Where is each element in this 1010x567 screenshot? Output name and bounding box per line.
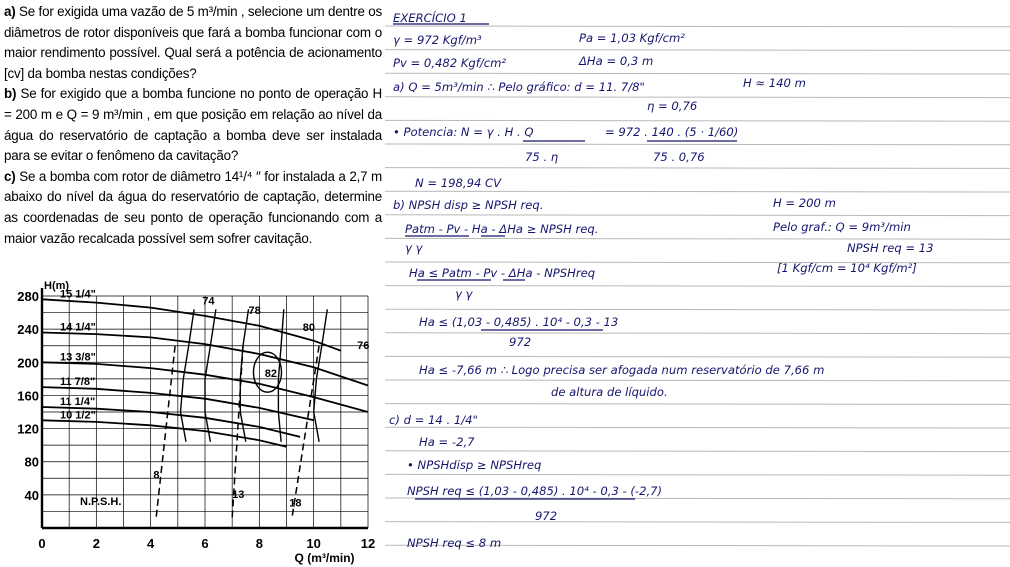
gamma-value: γ = 972 Kgf/m³ [393, 33, 482, 47]
ha-result-continued: de altura de líquido. [551, 385, 668, 399]
y-tick-label: 40 [24, 487, 39, 503]
power-result: N = 198,94 CV [415, 176, 502, 190]
ruled-line [385, 286, 1010, 287]
y-tick-label: 200 [17, 355, 39, 371]
x-tick-label: 4 [147, 536, 155, 551]
ruled-line [385, 50, 1010, 51]
ruled-line [385, 73, 1010, 74]
pa-value: Pa = 1,03 Kgf/cm² [579, 31, 685, 45]
question-c: c) Se a bomba com rotor de diâmetro 14¹/⁴ ″ for instalada a 2,7 m abaixo do nível da água do reservatório de captação, determine as coordenadas de seu ponto de operação funcionando com a maior vazão recalcada possível sem sofrer cavitação. [4, 168, 382, 246]
dha-value: ΔHa = 0,3 m [579, 54, 654, 68]
part-c-divisor: 972 [535, 509, 558, 523]
x-tick-label: 2 [92, 536, 100, 551]
ruled-line [385, 191, 1010, 192]
exercise-title: EXERCÍCIO 1 [393, 11, 467, 25]
chart-labels [17, 280, 375, 565]
part-b-graph: Pelo graf.: Q = 9m³/min [773, 220, 911, 234]
x-tick-label: 8 [255, 536, 263, 551]
npsh-value-label: 18 [289, 497, 302, 510]
efficiency-label: 74 [202, 295, 215, 308]
npsh-inequality: Patm - Pv - Ha - ΔHa ≥ NPSH req. [405, 222, 599, 236]
question-b: b) Se for exigido que a bomba funcione no ponto de operação H = 200 m e Q = 9 m³/min , em que posição em relação ao nível da água do reservatório de captação a bomba deve ser instalada para se evitar o fenômeno da cavitação? [4, 86, 382, 164]
question-a: a) Se for exigida uma vazão de 5 m³/min , selecione um dentre os diâmetros de rotor disponíveis que fará a bomba funcionar com o maior rendimento possível. Qual será a potência de acionamento [cv] da bomba nestas condições? [4, 4, 382, 81]
x-tick-label: 6 [201, 536, 209, 551]
ha-substitution: Ha ≤ (1,03 - 0,485) . 10⁴ - 0,3 - 13 [419, 315, 619, 329]
y-tick-label: 240 [17, 322, 39, 338]
y-tick-label: 120 [17, 421, 39, 437]
ruled-line [385, 427, 1010, 428]
part-a-eta: η = 0,76 [647, 99, 698, 113]
pv-value: Pv = 0,482 Kgf/cm² [393, 56, 507, 70]
solution-sheet [385, 0, 1010, 567]
y-axis-label: H(m) [44, 280, 70, 292]
series-label: 10 1/2" [60, 409, 96, 422]
part-c-diameter: c) d = 14 . 1/4" [389, 413, 478, 427]
npsh-curve [292, 346, 319, 518]
ruled-line [385, 238, 1010, 239]
power-formula: • Potencia: N = γ . H . Q [393, 125, 534, 139]
ruled-line [385, 168, 1010, 169]
x-tick-label: 12 [360, 536, 376, 551]
ruled-line [385, 144, 1010, 145]
ha-divisor: 972 [509, 335, 532, 349]
series-label: 14 1/4" [60, 321, 96, 334]
series-label: 15 1/4" [60, 288, 96, 301]
question-text [4, 2, 382, 249]
ruled-line [385, 474, 1010, 475]
npsh-value-label: 13 [232, 489, 245, 502]
series-label: 11 7/8" [60, 376, 96, 389]
efficiency-label: 78 [248, 305, 261, 318]
ruled-line [385, 404, 1010, 405]
ruled-line [385, 120, 1010, 121]
question-panel [0, 0, 385, 567]
series-label: 11 1/4" [60, 396, 96, 409]
power-substitution: = 972 . 140 . (5 · 1/60) [605, 125, 739, 139]
part-a-head: H ≈ 140 m [743, 76, 806, 90]
ha-denominators: γ γ [455, 287, 473, 301]
handwritten-solution [385, 0, 1010, 567]
part-c-condition: • NPSHdisp ≥ NPSHreq [407, 458, 542, 472]
npsh-req-value: NPSH req = 13 [847, 241, 934, 255]
ha-result: Ha ≤ -7,66 m ∴ Logo precisa ser afogada num reservatório de 7,66 m [419, 363, 825, 377]
npsh-label: N.P.S.H. [80, 495, 122, 508]
y-tick-label: 280 [17, 289, 39, 304]
ruled-line [385, 522, 1010, 523]
part-c-result: NPSH req ≤ 8 m [407, 536, 502, 550]
ruled-line [385, 215, 1010, 216]
efficiency-label: 80 [302, 321, 316, 334]
part-a-line: a) Q = 5m³/min ∴ Pelo gráfico: d = 11. 7/8" [393, 80, 645, 94]
y-tick-label: 80 [24, 454, 39, 470]
npsh-value-label: 8 [153, 469, 160, 482]
power-denominator: 75 . η [525, 150, 559, 164]
ruled-line [385, 356, 1010, 357]
part-b-head: H = 200 m [773, 196, 836, 210]
ruled-line [385, 380, 1010, 381]
ruled-line [385, 451, 1010, 452]
x-tick-label: 0 [38, 536, 46, 551]
part-c-substitution: NPSH req ≤ (1,03 - 0,485) . 10⁴ - 0,3 - (-2,7) [407, 484, 663, 498]
x-axis-label: Q (m³/min) [294, 551, 355, 565]
part-b-line: b) NPSH disp ≥ NPSH req. [393, 198, 544, 212]
npsh-denominators: γ γ [405, 241, 423, 255]
series-label: 13 3/8" [60, 351, 96, 364]
unit-conversion: [1 Kgf/cm = 10⁴ Kgf/m²] [777, 261, 917, 275]
ruled-line [385, 26, 1010, 27]
ha-inequality: Ha ≤ Patm - Pv - ΔHa - NPSHreq [409, 266, 596, 280]
part-c-ha: Ha = -2,7 [419, 435, 475, 449]
ruled-line [385, 309, 1010, 310]
head-curve [42, 420, 287, 447]
efficiency-label: 76 [357, 340, 370, 353]
power-denominator-value: 75 . 0,76 [653, 150, 705, 164]
y-tick-label: 160 [17, 388, 39, 404]
ruled-line [385, 97, 1010, 98]
x-tick-label: 10 [306, 536, 321, 551]
efficiency-label: 82 [264, 368, 278, 381]
pump-curve-chart [4, 278, 378, 566]
ruled-line [385, 333, 1010, 334]
